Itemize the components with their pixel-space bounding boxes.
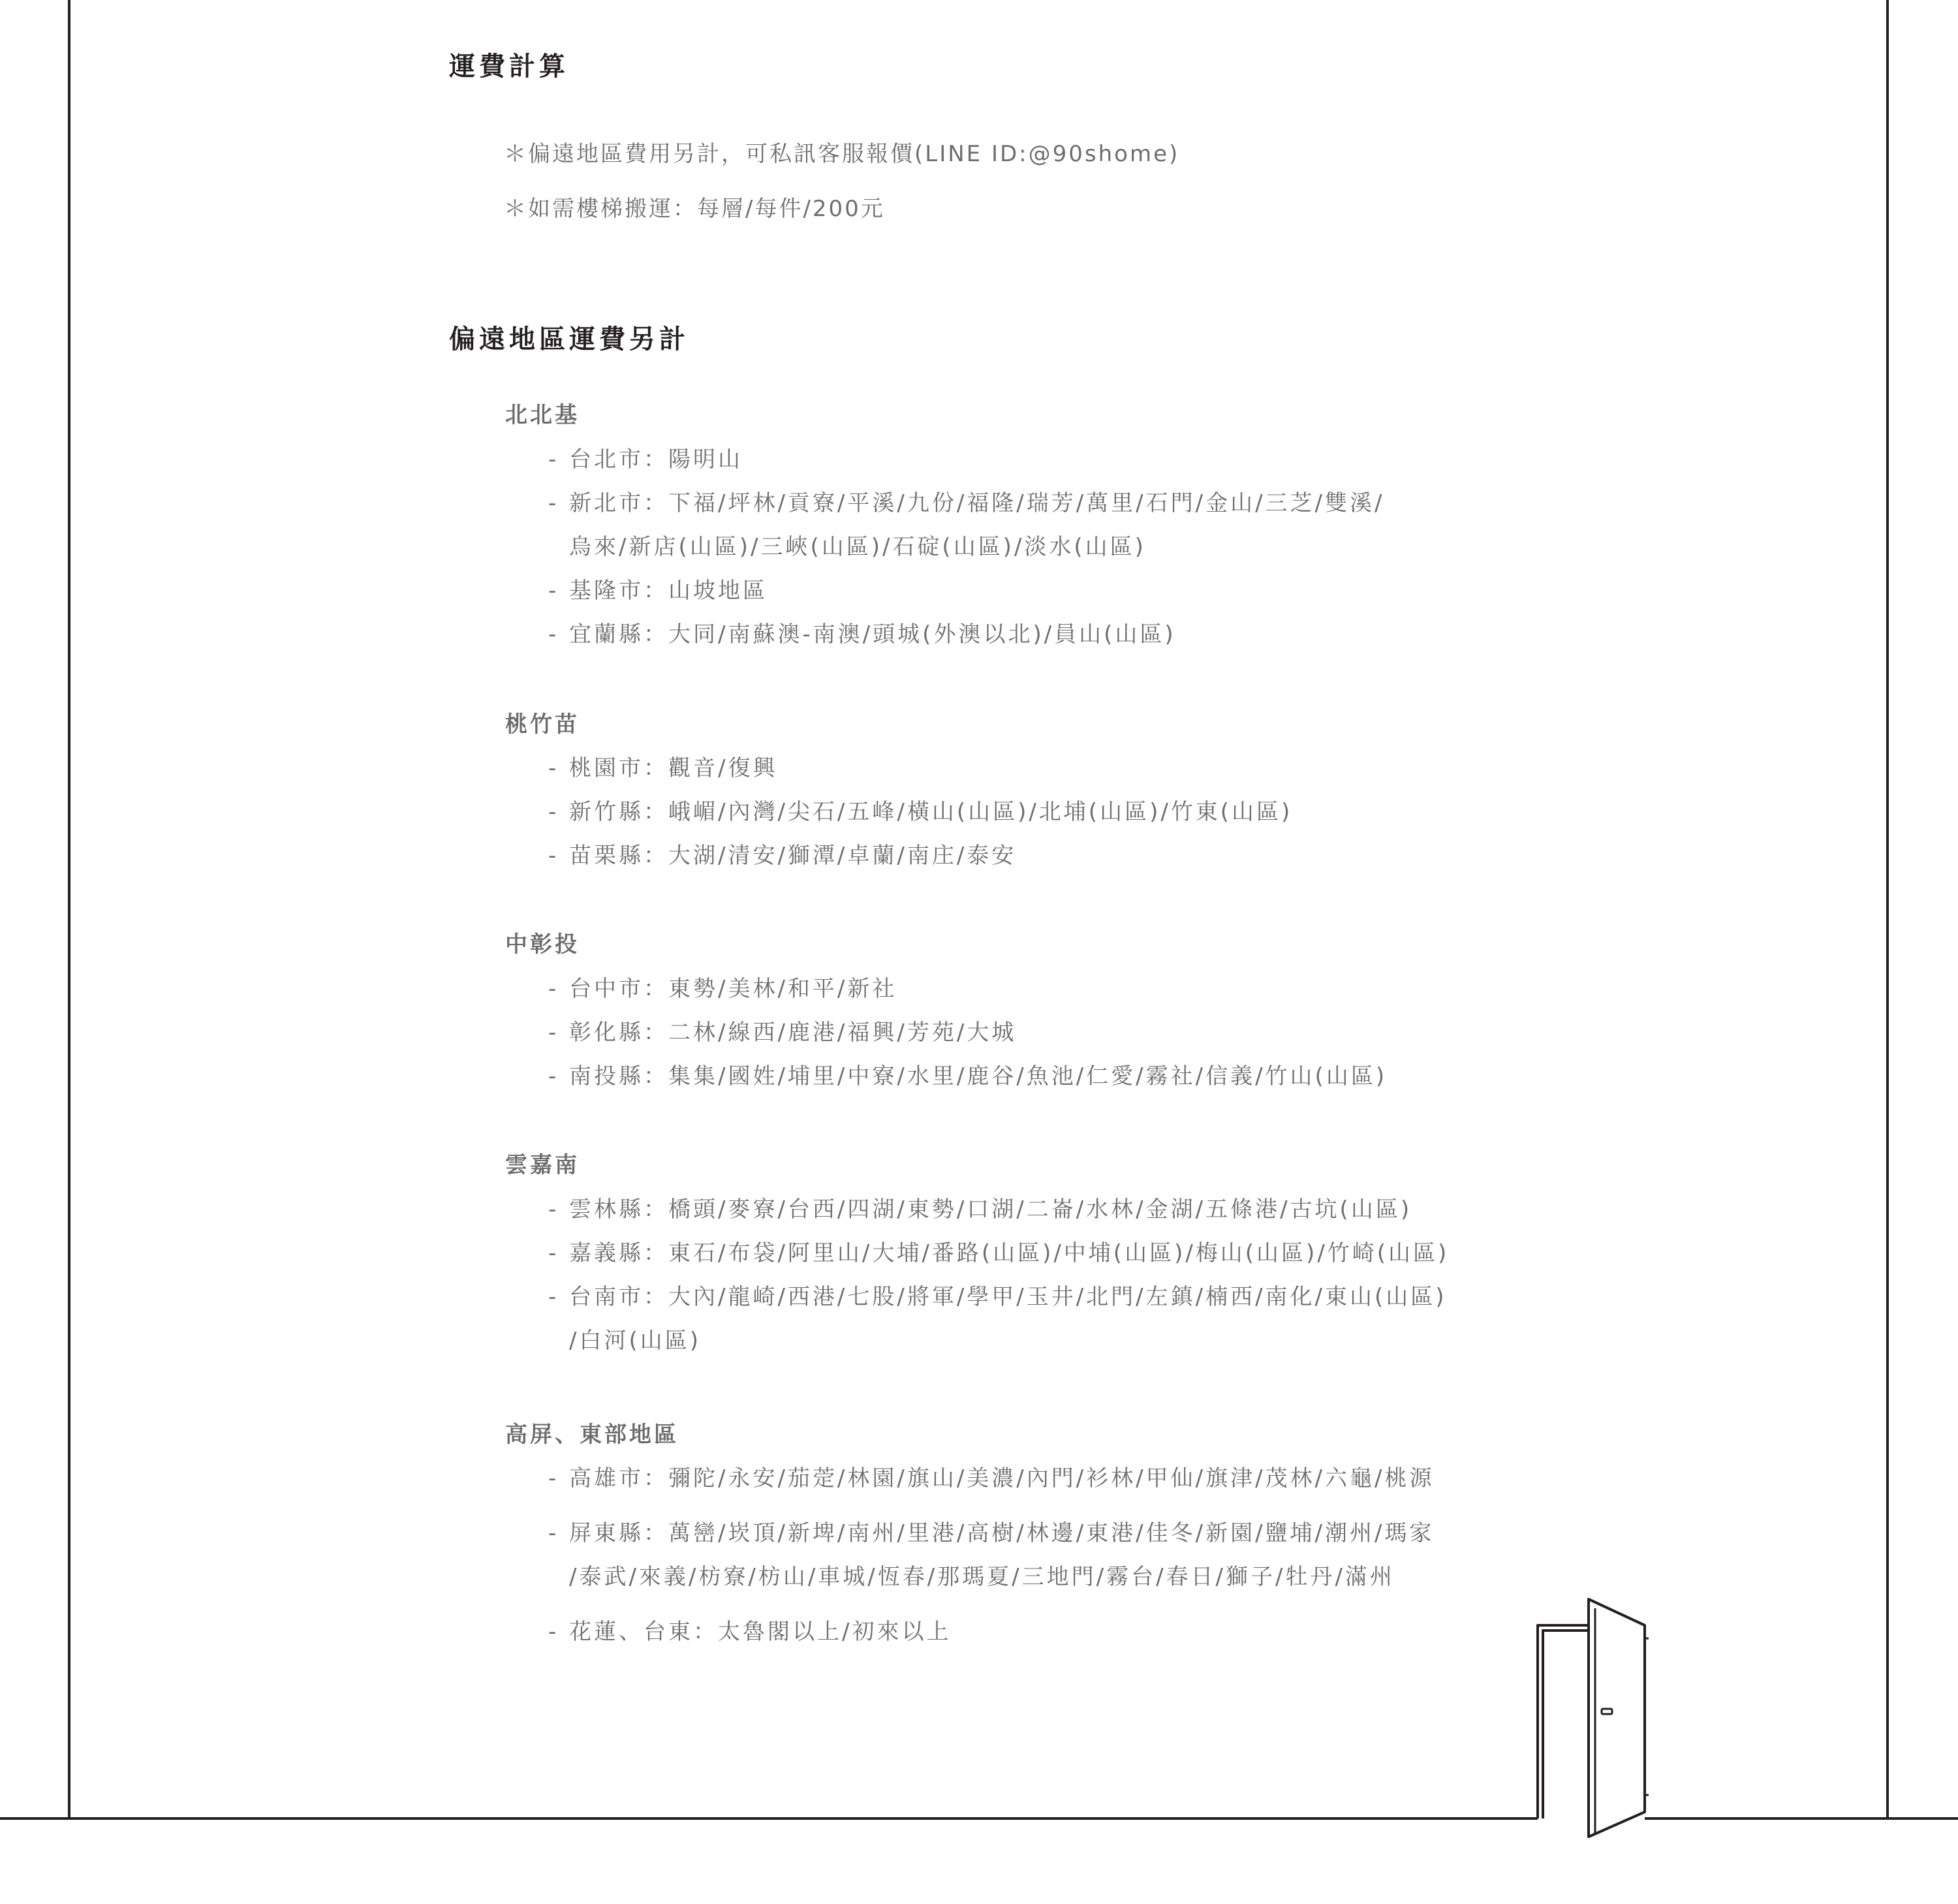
remote-fee-note: ＊偏遠地區費用另計，可私訊客服報價(LINE ID:@90shome) [504,141,1180,167]
area-item: - 苗栗縣：大湖/清安/獅潭/卓蘭/南庄/泰安 [548,843,1017,869]
area-item: - 花蓮、台東：太魯閣以上/初來以上 [548,1619,952,1645]
area-item: - 新北市：下福/坪林/貢寮/平溪/九份/福隆/瑞芳/萬里/石門/金山/三芝/雙溪/ [548,490,1385,516]
door-icon [1534,1593,1651,1841]
area-item: - 基隆市：山坡地區 [548,578,768,604]
area-item: - 新竹縣：峨嵋/內灣/尖石/五峰/橫山(山區)/北埔(山區)/竹東(山區) [548,799,1293,825]
remote-areas-title: 偏遠地區運費另計 [449,324,689,354]
region-heading: 桃竹苗 [505,711,580,738]
area-item: - 屏東縣：萬巒/崁頂/新埤/南州/里港/高樹/林邊/東港/佳冬/新園/鹽埔/潮州/瑪家 [548,1520,1435,1546]
area-item: - 雲林縣：橋頭/麥寮/台西/四湖/東勢/口湖/二崙/水林/金湖/五條港/古坑(山區) [548,1196,1412,1223]
area-item: - 嘉義縣：東石/布袋/阿里山/大埔/番路(山區)/中埔(山區)/梅山(山區)/竹崎(山區) [548,1240,1450,1266]
area-item-continued: 烏來/新店(山區)/三峽(山區)/石碇(山區)/淡水(山區) [569,534,1146,560]
area-item: - 台北市：陽明山 [548,446,743,473]
area-item-continued: /白河(山區) [569,1328,701,1354]
area-item: - 台南市：大內/龍崎/西港/七股/將軍/學甲/玉井/北門/左鎮/楠西/南化/東山(山區) [548,1284,1447,1310]
region-heading: 高屏、東部地區 [505,1422,679,1448]
region-heading: 中彰投 [505,931,580,958]
area-item: - 台中市：東勢/美林/和平/新社 [548,976,897,1002]
area-item: - 高雄市：彌陀/永安/茄萣/林園/旗山/美濃/內門/衫林/甲仙/旗津/茂林/六龜/桃源 [548,1465,1435,1491]
region-heading: 北北基 [505,402,580,428]
region-heading: 雲嘉南 [505,1152,580,1178]
area-item: - 桃園市：觀音/復興 [548,755,778,781]
area-item: - 宜蘭縣：大同/南蘇澳-南澳/頭城(外澳以北)/員山(山區) [548,621,1176,648]
area-item-continued: /泰武/來義/枋寮/枋山/車城/恆春/那瑪夏/三地門/霧台/春日/獅子/牡丹/滿州 [569,1564,1395,1590]
area-item: - 彰化縣：二林/線西/鹿港/福興/芳苑/大城 [548,1020,1017,1046]
shipping-title: 運費計算 [449,52,569,82]
area-item: - 南投縣：集集/國姓/埔里/中寮/水里/鹿谷/魚池/仁愛/霧社/信義/竹山(山區) [548,1063,1388,1089]
stairs-fee-note: ＊如需樓梯搬運：每層/每件/200元 [504,196,885,222]
